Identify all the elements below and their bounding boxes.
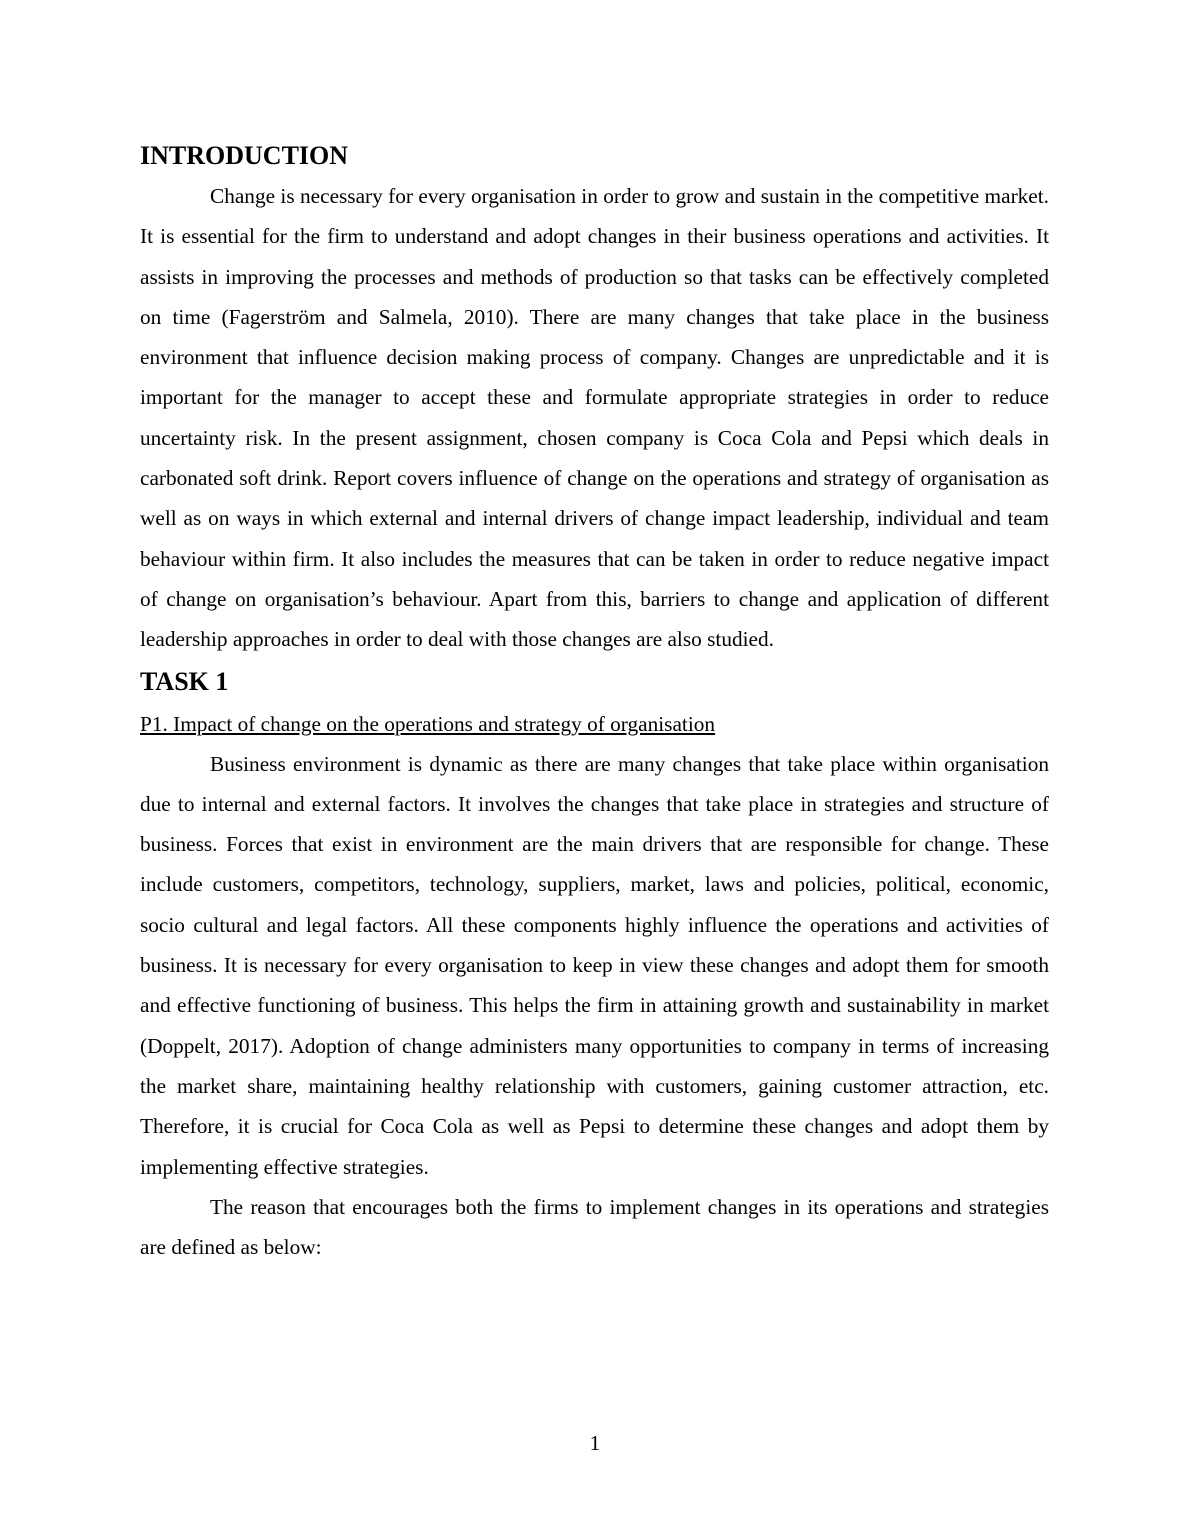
p1-paragraph-business-environment: Business environment is dynamic as there are many changes that take place within organisation due to internal and external factors. It involves the changes that take place in strategies and structure of business. Forces that exist in environment are the main drivers that are responsible for change. These include customers, competitors, technology, suppliers, market, laws and policies, political, economic, socio cultural and legal factors. All these components highly influence the operations and activities of business. It is necessary for every organisation to keep in view these changes and adopt them for smooth and effective functioning of business. This helps the firm in attaining growth and sustainability in market (Doppelt, 2017). Adoption of change administers many opportunities to company in terms of increasing the market share, maintaining healthy relationship with customers, gaining customer attraction, etc. Therefore, it is crucial for Coca Cola as well as Pepsi to determine these changes and adopt them by implementing effective strategies. bbox=[140, 751, 1049, 1179]
p1-paragraph-reasons: The reason that encourages both the firms to implement changes in its operations and strategies are defined as below: bbox=[140, 1194, 1049, 1260]
introduction-paragraph: Change is necessary for every organisation in order to grow and sustain in the competitive market. It is essential for the firm to understand and adopt changes in their business operations and activities. It assists in improving the processes and methods of production so that tasks can be effectively completed on time (Fagerström and Salmela, 2010). There are many changes that take place in the business environment that influence decision making process of company. Changes are unpredictable and it is important for the manager to accept these and formulate appropriate strategies in order to reduce uncertainty risk. In the present assignment, chosen company is Coca Cola and Pepsi which deals in carbonated soft drink. Report covers influence of change on the operations and strategy of organisation as well as on ways in which external and internal drivers of change impact leadership, individual and team behaviour within firm. It also includes the measures that can be taken in order to reduce negative impact of change on organisation’s behaviour. Apart from this, barriers to change and application of different leadership approaches in order to deal with those changes are also studied. bbox=[140, 184, 1049, 652]
page-content bbox=[140, 138, 1049, 1267]
introduction-heading: INTRODUCTION bbox=[140, 141, 349, 170]
task-1-heading: TASK 1 bbox=[140, 666, 229, 696]
page-number: 1 bbox=[589, 1431, 601, 1455]
p1-subheading: P1. Impact of change on the operations and strategy of organisation bbox=[140, 711, 716, 736]
